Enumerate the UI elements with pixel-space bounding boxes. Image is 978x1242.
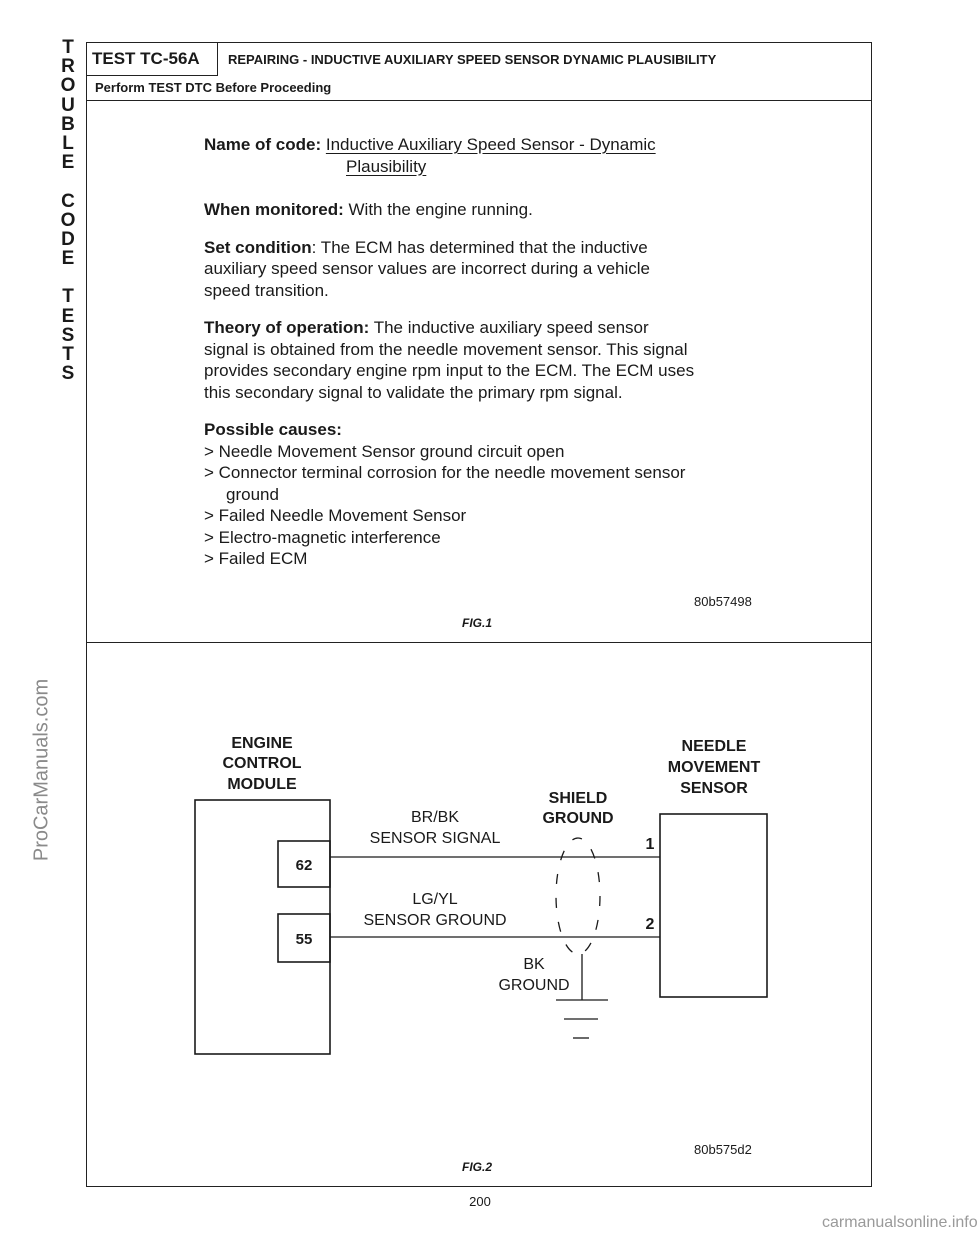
set-condition-row — [204, 237, 774, 259]
ecm-label-line-3: MODULE — [227, 776, 297, 793]
prerequisite-note: Perform TEST DTC Before Proceeding — [95, 80, 332, 95]
page-number: 200 — [469, 1194, 491, 1209]
test-id-box: TEST TC-56A — [86, 42, 218, 76]
test-title: REPAIRING - INDUCTIVE AUXILIARY SPEED SENSOR DYNAMIC PLAUSIBILITY — [228, 52, 717, 67]
side-tab-letter: T — [62, 344, 74, 365]
set-condition-line: auxiliary speed sensor values are incorrect during a vehicle — [204, 259, 651, 278]
side-tab-letter: E — [61, 305, 75, 327]
side-tab-letter: S — [61, 324, 75, 346]
side-tab-letter: T — [62, 37, 74, 58]
header-divider — [86, 100, 872, 101]
name-of-code-row — [204, 134, 774, 156]
shield-label-line-1: SHIELD — [548, 790, 608, 807]
side-tab-letter: B — [61, 113, 75, 135]
side-tab-letter: E — [61, 248, 75, 270]
set-condition-line: : The ECM has determined that the inductive — [311, 237, 648, 257]
when-monitored-value: With the engine running. — [348, 200, 533, 219]
theory-line: signal is obtained from the needle movement sensor. This signal — [204, 339, 688, 359]
name-of-code-label: Name of code: — [204, 135, 322, 154]
side-tab-letter: T — [62, 286, 74, 308]
when-monitored-row — [204, 199, 774, 221]
cause-item: > Failed Needle Movement Sensor — [204, 506, 467, 525]
ground-wire-color-bk: BK — [523, 956, 545, 973]
ground-wire-name: SENSOR GROUND — [363, 912, 507, 929]
cause-item: > Connector terminal corrosion for the needle movement sensor ground — [204, 463, 686, 504]
ground-wire-label: GROUND — [498, 977, 570, 994]
side-tab-letter: O — [60, 75, 76, 97]
theory-line: provides secondary engine rpm input to the ECM. The ECM uses — [204, 361, 695, 380]
side-tab-letter: C — [61, 190, 75, 212]
signal-wire-name: SENSOR SIGNAL — [369, 830, 501, 847]
sensor-box — [660, 814, 767, 997]
ecm-box — [195, 800, 330, 1054]
side-tab-letter — [56, 268, 80, 287]
side-tab-letter: U — [61, 94, 75, 116]
side-tab-letter: E — [61, 152, 75, 174]
fig-divider — [86, 642, 872, 643]
ecm-label-line-1: ENGINE — [231, 735, 293, 752]
wiring-diagram — [86, 644, 872, 1164]
cause-item: > Needle Movement Sensor ground circuit open — [204, 441, 565, 461]
side-tab-letter: O — [60, 209, 76, 231]
sensor-label-line-3: SENSOR — [680, 780, 748, 797]
signal-wire-color: BR/BK — [410, 809, 460, 826]
name-of-code-value: Inductive Auxiliary Speed Sensor - Dynamic — [325, 135, 656, 154]
set-condition-line: speed transition. — [204, 280, 329, 300]
possible-causes-label: Possible causes: — [204, 420, 342, 439]
name-of-code-row-2 — [204, 156, 774, 178]
ecm-pin-62: 62 — [295, 857, 313, 874]
sensor-label-line-2: MOVEMENT — [667, 759, 761, 776]
side-tab-letter — [56, 172, 80, 191]
theory-line: this secondary signal to validate the primary rpm signal. — [204, 382, 623, 402]
sensor-pin-2: 2 — [645, 916, 655, 933]
cause-item: > Failed ECM — [204, 549, 308, 568]
shield-label-line-2: GROUND — [542, 810, 614, 827]
theory-row — [204, 317, 774, 339]
fig2-caption: FIG.2 — [462, 1160, 493, 1174]
side-tab-letter: L — [62, 132, 74, 154]
side-tab-letter: S — [61, 363, 75, 385]
sensor-pin-1: 1 — [645, 836, 655, 853]
sensor-label-line-1: NEEDLE — [681, 738, 747, 755]
side-tab-letter: R — [61, 56, 75, 78]
ecm-label-line-2: CONTROL — [222, 755, 302, 772]
fig1-text-block — [204, 134, 774, 570]
fig1-code-ref: 80b57498 — [694, 594, 752, 609]
theory-line: The inductive auxiliary speed sensor — [369, 318, 649, 337]
when-monitored-label: When monitored: — [204, 200, 344, 219]
side-tab-letter: D — [61, 228, 75, 250]
name-of-code-value-2: Plausibility — [346, 156, 427, 176]
theory-label: Theory of operation: — [204, 318, 370, 337]
cause-item: > Electro-magnetic interference — [204, 527, 441, 547]
fig2-code-ref: 80b575d2 — [694, 1142, 752, 1157]
set-condition-label: Set condition — [204, 237, 312, 257]
section-side-tab — [56, 38, 80, 383]
fig1-caption: FIG.1 — [462, 616, 493, 630]
ground-wire-color: LG/YL — [412, 891, 458, 908]
watermark-bottom: carmanualsonline.info — [822, 1214, 978, 1231]
ecm-pin-55: 55 — [295, 931, 313, 948]
watermark-left: ProCarManuals.com — [30, 678, 53, 862]
